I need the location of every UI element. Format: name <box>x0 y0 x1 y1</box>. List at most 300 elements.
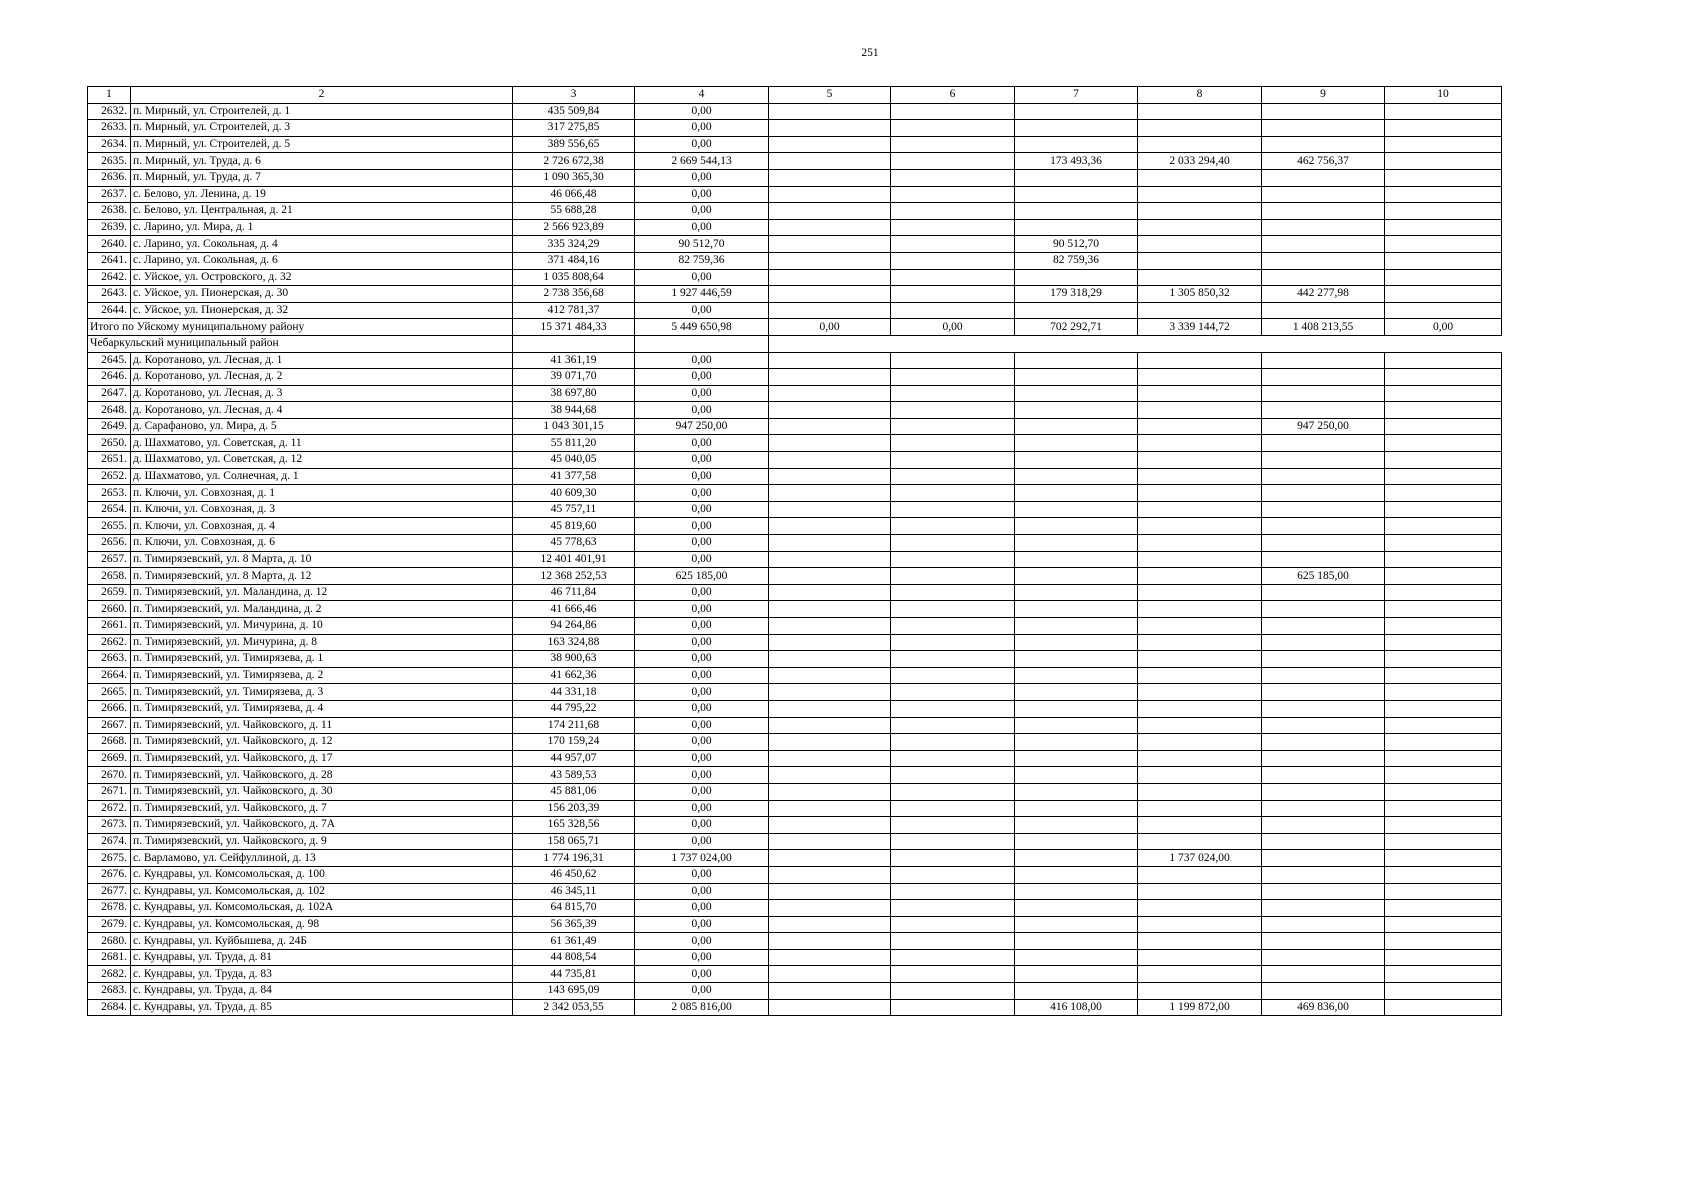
value-cell-col-4: 0,00 <box>635 983 769 1000</box>
section-empty-cell <box>635 335 769 352</box>
value-cell-col-4: 1 927 446,59 <box>635 286 769 303</box>
table-row <box>88 833 1502 850</box>
value-cell-col-9 <box>1262 966 1385 983</box>
value-cell-col-6 <box>891 717 1015 734</box>
value-cell-col-4: 0,00 <box>635 800 769 817</box>
value-cell-col-3: 41 361,19 <box>513 352 635 369</box>
value-cell-col-3: 55 811,20 <box>513 435 635 452</box>
value-cell-col-8: 1 199 872,00 <box>1138 999 1262 1016</box>
value-cell-col-7 <box>1015 551 1138 568</box>
value-cell-col-7 <box>1015 468 1138 485</box>
value-cell-col-3: 41 662,36 <box>513 667 635 684</box>
value-cell-col-10 <box>1385 734 1502 751</box>
value-cell-col-9 <box>1262 866 1385 883</box>
value-cell-col-8 <box>1138 866 1262 883</box>
value-cell-col-3: 45 881,06 <box>513 783 635 800</box>
row-number-cell: 2648. <box>88 402 131 419</box>
value-cell-col-9 <box>1262 302 1385 319</box>
table-row <box>88 999 1502 1016</box>
address-cell: п. Тимирязевский, ул. Чайковского, д. 7А <box>131 817 513 834</box>
value-cell-col-6 <box>891 385 1015 402</box>
value-cell-col-10 <box>1385 866 1502 883</box>
value-cell-col-5 <box>769 601 891 618</box>
row-number-cell: 2645. <box>88 352 131 369</box>
value-cell-col-8 <box>1138 452 1262 469</box>
value-cell-col-9 <box>1262 916 1385 933</box>
value-cell-col-9 <box>1262 203 1385 220</box>
value-cell-col-4: 0,00 <box>635 700 769 717</box>
row-number-cell: 2633. <box>88 120 131 137</box>
value-cell-col-5 <box>769 236 891 253</box>
value-cell-col-10 <box>1385 219 1502 236</box>
value-cell-col-6 <box>891 103 1015 120</box>
value-cell-col-4: 0,00 <box>635 933 769 950</box>
table-row <box>88 435 1502 452</box>
value-cell-col-4: 0,00 <box>635 618 769 635</box>
value-cell-col-9: 462 756,37 <box>1262 153 1385 170</box>
address-cell: с. Кундравы, ул. Труда, д. 84 <box>131 983 513 1000</box>
value-cell-col-3: 44 808,54 <box>513 949 635 966</box>
value-cell-col-10 <box>1385 999 1502 1016</box>
value-cell-col-10 <box>1385 651 1502 668</box>
value-cell-col-5 <box>769 435 891 452</box>
value-cell-col-8: 1 305 850,32 <box>1138 286 1262 303</box>
value-cell-col-4: 0,00 <box>635 684 769 701</box>
value-cell-col-5 <box>769 734 891 751</box>
value-cell-col-10 <box>1385 269 1502 286</box>
table-row <box>88 667 1502 684</box>
address-cell: п. Тимирязевский, ул. Чайковского, д. 11 <box>131 717 513 734</box>
value-cell-col-3: 46 711,84 <box>513 584 635 601</box>
value-cell-col-5 <box>769 866 891 883</box>
value-cell-col-10 <box>1385 568 1502 585</box>
value-cell-col-7 <box>1015 136 1138 153</box>
table-row <box>88 717 1502 734</box>
value-cell-col-4: 0,00 <box>635 501 769 518</box>
value-cell-col-9 <box>1262 103 1385 120</box>
address-cell: п. Тимирязевский, ул. Чайковского, д. 30 <box>131 783 513 800</box>
value-cell-col-4: 2 085 816,00 <box>635 999 769 1016</box>
value-cell-col-5 <box>769 186 891 203</box>
value-cell-col-10 <box>1385 933 1502 950</box>
value-cell-col-10 <box>1385 833 1502 850</box>
row-number-cell: 2655. <box>88 518 131 535</box>
address-cell: п. Мирный, ул. Строителей, д. 1 <box>131 103 513 120</box>
value-cell-col-8 <box>1138 402 1262 419</box>
value-cell-col-10 <box>1385 352 1502 369</box>
value-cell-col-10 <box>1385 717 1502 734</box>
total-value-cell-col-8: 3 339 144,72 <box>1138 319 1262 336</box>
value-cell-col-6 <box>891 966 1015 983</box>
value-cell-col-6 <box>891 369 1015 386</box>
value-cell-col-4: 625 185,00 <box>635 568 769 585</box>
value-cell-col-7 <box>1015 584 1138 601</box>
row-number-cell: 2674. <box>88 833 131 850</box>
table-row <box>88 286 1502 303</box>
row-number-cell: 2682. <box>88 966 131 983</box>
value-cell-col-3: 41 377,58 <box>513 468 635 485</box>
value-cell-col-5 <box>769 717 891 734</box>
value-cell-col-3: 45 040,05 <box>513 452 635 469</box>
value-cell-col-5 <box>769 452 891 469</box>
value-cell-col-6 <box>891 120 1015 137</box>
value-cell-col-9 <box>1262 618 1385 635</box>
value-cell-col-6 <box>891 916 1015 933</box>
total-value-cell-col-9: 1 408 213,55 <box>1262 319 1385 336</box>
value-cell-col-3: 64 815,70 <box>513 900 635 917</box>
table-row <box>88 601 1502 618</box>
address-cell: с. Кундравы, ул. Труда, д. 83 <box>131 966 513 983</box>
value-cell-col-8 <box>1138 601 1262 618</box>
value-cell-col-8 <box>1138 485 1262 502</box>
address-cell: п. Тимирязевский, ул. Тимирязева, д. 1 <box>131 651 513 668</box>
value-cell-col-9: 469 836,00 <box>1262 999 1385 1016</box>
value-cell-col-7 <box>1015 983 1138 1000</box>
value-cell-col-6 <box>891 601 1015 618</box>
value-cell-col-5 <box>769 999 891 1016</box>
value-cell-col-5 <box>769 966 891 983</box>
value-cell-col-8 <box>1138 120 1262 137</box>
value-cell-col-7 <box>1015 933 1138 950</box>
value-cell-col-4: 0,00 <box>635 103 769 120</box>
value-cell-col-10 <box>1385 618 1502 635</box>
value-cell-col-10 <box>1385 684 1502 701</box>
table-row <box>88 352 1502 369</box>
row-number-cell: 2681. <box>88 949 131 966</box>
value-cell-col-7 <box>1015 618 1138 635</box>
row-number-cell: 2667. <box>88 717 131 734</box>
value-cell-col-3: 170 159,24 <box>513 734 635 751</box>
value-cell-col-10 <box>1385 601 1502 618</box>
section-label-cell: Чебаркульский муниципальный район <box>88 335 513 352</box>
value-cell-col-8 <box>1138 352 1262 369</box>
value-cell-col-3: 158 065,71 <box>513 833 635 850</box>
value-cell-col-3: 335 324,29 <box>513 236 635 253</box>
value-cell-col-10 <box>1385 369 1502 386</box>
value-cell-col-7: 179 318,29 <box>1015 286 1138 303</box>
value-cell-col-4: 2 669 544,13 <box>635 153 769 170</box>
row-number-cell: 2656. <box>88 535 131 552</box>
row-number-cell: 2652. <box>88 468 131 485</box>
value-cell-col-4: 0,00 <box>635 866 769 883</box>
row-number-cell: 2673. <box>88 817 131 834</box>
address-cell: с. Кундравы, ул. Комсомольская, д. 102А <box>131 900 513 917</box>
value-cell-col-4: 0,00 <box>635 883 769 900</box>
address-cell: п. Тимирязевский, ул. Тимирязева, д. 2 <box>131 667 513 684</box>
value-cell-col-10 <box>1385 385 1502 402</box>
value-cell-col-5 <box>769 933 891 950</box>
value-cell-col-6 <box>891 501 1015 518</box>
address-cell: д. Коротаново, ул. Лесная, д. 4 <box>131 402 513 419</box>
table-row <box>88 120 1502 137</box>
table-row <box>88 817 1502 834</box>
column-header-8: 8 <box>1138 87 1262 104</box>
value-cell-col-9 <box>1262 717 1385 734</box>
table-row <box>88 750 1502 767</box>
address-cell: с. Ларино, ул. Сокольная, д. 4 <box>131 236 513 253</box>
value-cell-col-10 <box>1385 236 1502 253</box>
row-number-cell: 2638. <box>88 203 131 220</box>
value-cell-col-10 <box>1385 916 1502 933</box>
row-number-cell: 2639. <box>88 219 131 236</box>
row-number-cell: 2653. <box>88 485 131 502</box>
row-number-cell: 2642. <box>88 269 131 286</box>
row-number-cell: 2665. <box>88 684 131 701</box>
address-cell: п. Мирный, ул. Труда, д. 7 <box>131 169 513 186</box>
value-cell-col-9 <box>1262 385 1385 402</box>
value-cell-col-7 <box>1015 203 1138 220</box>
value-cell-col-5 <box>769 551 891 568</box>
value-cell-col-3: 2 566 923,89 <box>513 219 635 236</box>
value-cell-col-9 <box>1262 767 1385 784</box>
value-cell-col-6 <box>891 153 1015 170</box>
value-cell-col-6 <box>891 900 1015 917</box>
table-row <box>88 700 1502 717</box>
table-row <box>88 916 1502 933</box>
value-cell-col-10 <box>1385 551 1502 568</box>
value-cell-col-4: 0,00 <box>635 817 769 834</box>
table-row <box>88 983 1502 1000</box>
value-cell-col-6 <box>891 866 1015 883</box>
value-cell-col-8 <box>1138 767 1262 784</box>
value-cell-col-6 <box>891 551 1015 568</box>
total-value-cell-col-3: 15 371 484,33 <box>513 319 635 336</box>
value-cell-col-5 <box>769 501 891 518</box>
value-cell-col-4: 0,00 <box>635 734 769 751</box>
value-cell-col-8 <box>1138 783 1262 800</box>
value-cell-col-6 <box>891 750 1015 767</box>
value-cell-col-7 <box>1015 385 1138 402</box>
row-number-cell: 2651. <box>88 452 131 469</box>
value-cell-col-9 <box>1262 435 1385 452</box>
value-cell-col-7 <box>1015 700 1138 717</box>
total-value-cell-col-7: 702 292,71 <box>1015 319 1138 336</box>
address-cell: с. Ларино, ул. Мира, д. 1 <box>131 219 513 236</box>
address-cell: п. Тимирязевский, ул. Мичурина, д. 10 <box>131 618 513 635</box>
value-cell-col-3: 12 401 401,91 <box>513 551 635 568</box>
table-header-row <box>88 87 1502 104</box>
address-cell: с. Уйское, ул. Пионерская, д. 32 <box>131 302 513 319</box>
value-cell-col-10 <box>1385 485 1502 502</box>
row-number-cell: 2661. <box>88 618 131 635</box>
value-cell-col-7 <box>1015 568 1138 585</box>
row-number-cell: 2672. <box>88 800 131 817</box>
row-number-cell: 2659. <box>88 584 131 601</box>
table-row <box>88 186 1502 203</box>
value-cell-col-3: 55 688,28 <box>513 203 635 220</box>
value-cell-col-5 <box>769 750 891 767</box>
value-cell-col-4: 0,00 <box>635 584 769 601</box>
value-cell-col-10 <box>1385 817 1502 834</box>
value-cell-col-4: 82 759,36 <box>635 252 769 269</box>
value-cell-col-7 <box>1015 169 1138 186</box>
column-header-9: 9 <box>1262 87 1385 104</box>
total-value-cell-col-5: 0,00 <box>769 319 891 336</box>
value-cell-col-7 <box>1015 501 1138 518</box>
value-cell-col-4: 0,00 <box>635 136 769 153</box>
value-cell-col-9 <box>1262 535 1385 552</box>
row-number-cell: 2675. <box>88 850 131 867</box>
value-cell-col-9 <box>1262 734 1385 751</box>
column-header-4: 4 <box>635 87 769 104</box>
value-cell-col-5 <box>769 800 891 817</box>
table-row <box>88 850 1502 867</box>
value-cell-col-6 <box>891 352 1015 369</box>
value-cell-col-9 <box>1262 136 1385 153</box>
value-cell-col-8 <box>1138 651 1262 668</box>
value-cell-col-9 <box>1262 551 1385 568</box>
value-cell-col-9 <box>1262 684 1385 701</box>
value-cell-col-3: 43 589,53 <box>513 767 635 784</box>
value-cell-col-5 <box>769 667 891 684</box>
row-number-cell: 2676. <box>88 866 131 883</box>
address-cell: с. Кундравы, ул. Комсомольская, д. 102 <box>131 883 513 900</box>
value-cell-col-9 <box>1262 269 1385 286</box>
value-cell-col-9 <box>1262 601 1385 618</box>
value-cell-col-9 <box>1262 651 1385 668</box>
value-cell-col-6 <box>891 684 1015 701</box>
column-header-7: 7 <box>1015 87 1138 104</box>
value-cell-col-5 <box>769 468 891 485</box>
value-cell-col-10 <box>1385 203 1502 220</box>
row-number-cell: 2643. <box>88 286 131 303</box>
value-cell-col-7 <box>1015 435 1138 452</box>
value-cell-col-8: 1 737 024,00 <box>1138 850 1262 867</box>
address-cell: с. Кундравы, ул. Комсомольская, д. 98 <box>131 916 513 933</box>
value-cell-col-6 <box>891 568 1015 585</box>
row-number-cell: 2650. <box>88 435 131 452</box>
value-cell-col-3: 94 264,86 <box>513 618 635 635</box>
value-cell-col-5 <box>769 949 891 966</box>
value-cell-col-9 <box>1262 452 1385 469</box>
value-cell-col-3: 156 203,39 <box>513 800 635 817</box>
address-cell: п. Мирный, ул. Строителей, д. 3 <box>131 120 513 137</box>
value-cell-col-3: 1 774 196,31 <box>513 850 635 867</box>
value-cell-col-3: 412 781,37 <box>513 302 635 319</box>
value-cell-col-4: 0,00 <box>635 485 769 502</box>
value-cell-col-4: 0,00 <box>635 269 769 286</box>
row-number-cell: 2671. <box>88 783 131 800</box>
value-cell-col-5 <box>769 369 891 386</box>
value-cell-col-5 <box>769 169 891 186</box>
value-cell-col-6 <box>891 302 1015 319</box>
value-cell-col-3: 46 066,48 <box>513 186 635 203</box>
row-number-cell: 2644. <box>88 302 131 319</box>
table-row <box>88 584 1502 601</box>
address-cell: п. Ключи, ул. Совхозная, д. 3 <box>131 501 513 518</box>
value-cell-col-10 <box>1385 850 1502 867</box>
value-cell-col-10 <box>1385 501 1502 518</box>
address-cell: с. Кундравы, ул. Комсомольская, д. 100 <box>131 866 513 883</box>
column-header-3: 3 <box>513 87 635 104</box>
row-number-cell: 2670. <box>88 767 131 784</box>
value-cell-col-9 <box>1262 933 1385 950</box>
row-number-cell: 2663. <box>88 651 131 668</box>
table-row <box>88 236 1502 253</box>
value-cell-col-10 <box>1385 966 1502 983</box>
value-cell-col-6 <box>891 402 1015 419</box>
table-row <box>88 219 1502 236</box>
value-cell-col-4: 0,00 <box>635 352 769 369</box>
address-cell: п. Мирный, ул. Строителей, д. 5 <box>131 136 513 153</box>
value-cell-col-3: 2 726 672,38 <box>513 153 635 170</box>
table-body <box>88 87 1502 1016</box>
value-cell-col-8 <box>1138 219 1262 236</box>
value-cell-col-6 <box>891 850 1015 867</box>
value-cell-col-8 <box>1138 385 1262 402</box>
value-cell-col-9 <box>1262 900 1385 917</box>
value-cell-col-3: 12 368 252,53 <box>513 568 635 585</box>
table-row <box>88 535 1502 552</box>
value-cell-col-7: 416 108,00 <box>1015 999 1138 1016</box>
table-row <box>88 518 1502 535</box>
value-cell-col-5 <box>769 634 891 651</box>
value-cell-col-9: 625 185,00 <box>1262 568 1385 585</box>
value-cell-col-3: 45 757,11 <box>513 501 635 518</box>
table-row <box>88 369 1502 386</box>
value-cell-col-7: 82 759,36 <box>1015 252 1138 269</box>
value-cell-col-7 <box>1015 269 1138 286</box>
value-cell-col-4: 0,00 <box>635 120 769 137</box>
table-row <box>88 800 1502 817</box>
row-number-cell: 2664. <box>88 667 131 684</box>
table-row <box>88 900 1502 917</box>
row-number-cell: 2660. <box>88 601 131 618</box>
value-cell-col-5 <box>769 651 891 668</box>
value-cell-col-6 <box>891 983 1015 1000</box>
table-row <box>88 501 1502 518</box>
value-cell-col-8 <box>1138 800 1262 817</box>
value-cell-col-6 <box>891 783 1015 800</box>
value-cell-col-10 <box>1385 767 1502 784</box>
address-cell: с. Ларино, ул. Сокольная, д. 6 <box>131 252 513 269</box>
row-number-cell: 2654. <box>88 501 131 518</box>
value-cell-col-9 <box>1262 783 1385 800</box>
value-cell-col-8 <box>1138 302 1262 319</box>
value-cell-col-5 <box>769 700 891 717</box>
value-cell-col-7 <box>1015 452 1138 469</box>
value-cell-col-5 <box>769 850 891 867</box>
value-cell-col-8 <box>1138 634 1262 651</box>
value-cell-col-8 <box>1138 186 1262 203</box>
address-cell: с. Кундравы, ул. Труда, д. 81 <box>131 949 513 966</box>
value-cell-col-6 <box>891 452 1015 469</box>
value-cell-col-4: 0,00 <box>635 601 769 618</box>
value-cell-col-3: 56 365,39 <box>513 916 635 933</box>
value-cell-col-4: 0,00 <box>635 402 769 419</box>
value-cell-col-7 <box>1015 601 1138 618</box>
address-cell: п. Тимирязевский, ул. Чайковского, д. 9 <box>131 833 513 850</box>
value-cell-col-8 <box>1138 435 1262 452</box>
address-cell: п. Ключи, ул. Совхозная, д. 4 <box>131 518 513 535</box>
table-row <box>88 385 1502 402</box>
row-number-cell: 2684. <box>88 999 131 1016</box>
row-number-cell: 2658. <box>88 568 131 585</box>
value-cell-col-9 <box>1262 120 1385 137</box>
value-cell-col-5 <box>769 302 891 319</box>
value-cell-col-4: 0,00 <box>635 783 769 800</box>
value-cell-col-8 <box>1138 518 1262 535</box>
value-cell-col-8 <box>1138 684 1262 701</box>
value-cell-col-6 <box>891 269 1015 286</box>
value-cell-col-6 <box>891 883 1015 900</box>
total-row <box>88 319 1502 336</box>
address-cell: с. Белово, ул. Центральная, д. 21 <box>131 203 513 220</box>
value-cell-col-7 <box>1015 800 1138 817</box>
value-cell-col-3: 46 450,62 <box>513 866 635 883</box>
table-row <box>88 203 1502 220</box>
address-cell: с. Варламово, ул. Сейфуллиной, д. 13 <box>131 850 513 867</box>
